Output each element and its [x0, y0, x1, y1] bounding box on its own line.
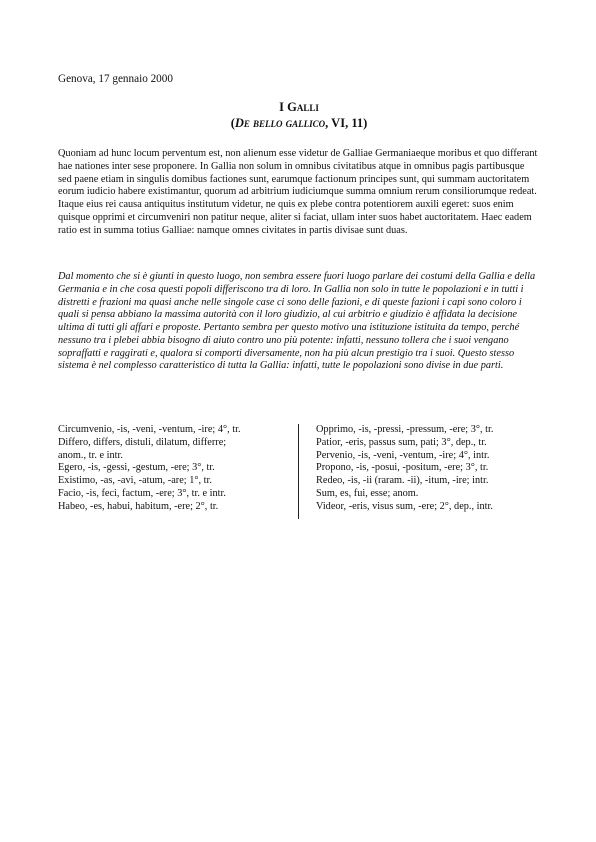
- document-subtitle: [58, 115, 540, 131]
- vocabulary-entry: Patior, -eris, passus sum, pati; 3°, dep., tr.: [316, 436, 487, 448]
- italian-translation-paragraph: Dal momento che si è giunti in questo luogo, non sembra essere fuori luogo parlare dei costumi della Gallia e della Germania e in che cosa questi popoli differiscono tra di loro. In Gallia non solo in tutte le popolazioni e in tutti i distretti e frazioni ma quasi anche nelle singole case ci sono delle fazioni, e di queste fazioni i capi sono coloro i quali si pensa abbiano la massima autorità con il loro giudizio, al cui arbitrio e giudizio è affidata la decisione ultima di tutti gli affari e proposte. Pertanto sembra per questo motivo una istituzione istituita da tempo, perché nessuno tra i plebei abbia bisogno di aiuto contro uno più potente: infatti, nessuno tollera che i suoi vengano sopraffatti e raggirati e, qualora si comporti diversamente, non ha più alcun prestigio tra i suoi. Questo stesso sistema è nel complesso caratteristico di tutta la Gallia: infatti, tutte le popolazioni sono divise in due parti.: [58, 271, 536, 372]
- subtitle-work: De bello gallico: [234, 116, 326, 130]
- vocabulary-entry: Opprimo, -is, -pressi, -pressum, -ere; 3°, tr.: [316, 424, 494, 435]
- vocabulary-entry: Habeo, -es, habui, habitum, -ere; 2°, tr.: [58, 500, 219, 512]
- vocabulary-entry: Propono, -is, -posui, -positum, -ere; 3°, tr.: [316, 462, 489, 474]
- subtitle-reference: , VI, 11): [325, 116, 368, 130]
- vocabulary-entry: Existimo, -as, -avi, -atum, -are; 1°, tr.: [58, 475, 212, 486]
- latin-paragraph: Quoniam ad hunc locum perventum est, non alienum esse videtur de Galliae Germaniaeque moribus et quo differant hae nationes inter sese proponere. In Gallia non solum in omnibus civitatibus atque in omnibus pagis partibusque sed paene etiam in singulis domibus factiones sunt, earumque factionum principes sunt, qui summam auctoritatem eorum iudicio habere existimantur, quorum ad arbitrium iudiciumque summa omnium rerum consiliorumque redeat. Itaque eius rei causa antiquitus institutum videtur, ne quis ex plebe contra potentiorem auxili egeret: suos enim quisque opprimi et circumveniri non patitur neque, aliter si faciat, ullam inter suos habet auctoritatem. Haec eadem ratio est in summa totius Galliae: namque omnes civitates in partis divisae sunt duas.: [58, 148, 538, 236]
- document-date: Genova, 17 gennaio 2000: [58, 73, 173, 85]
- vocabulary-entry: Egero, -is, -gessi, -gestum, -ere; 3°, tr.: [58, 462, 215, 474]
- vocabulary-column-right: [316, 424, 540, 513]
- vocabulary-entry: Videor, -eris, visus sum, -ere; 2°, dep., intr.: [316, 500, 493, 512]
- title-block: [58, 99, 540, 131]
- title-word: Galli: [287, 100, 319, 114]
- title-article: I: [279, 100, 288, 114]
- vocabulary-column-left: [58, 424, 290, 513]
- document-title: [58, 99, 540, 115]
- vocabulary-entry: Sum, es, fui, esse; anom.: [316, 487, 419, 499]
- vocabulary-entry: Differo, differs, distuli, dilatum, differre;: [58, 436, 227, 448]
- vocabulary-entry: Circumvenio, -is, -veni, -ventum, -ire; 4°, tr.: [58, 424, 241, 435]
- vocabulary-entry: Facio, -is, feci, factum, -ere; 3°, tr. e intr.: [58, 487, 226, 499]
- column-divider: [298, 424, 299, 519]
- vocabulary-entry: Redeo, -is, -ii (raram. -ii), -itum, -ire; intr.: [316, 475, 489, 486]
- subtitle-open-paren: (: [230, 116, 235, 130]
- vocabulary-entry: Pervenio, -is, -veni, -ventum, -ire; 4°, intr.: [316, 449, 490, 461]
- vocabulary-entry: anom., tr. e intr.: [58, 449, 123, 461]
